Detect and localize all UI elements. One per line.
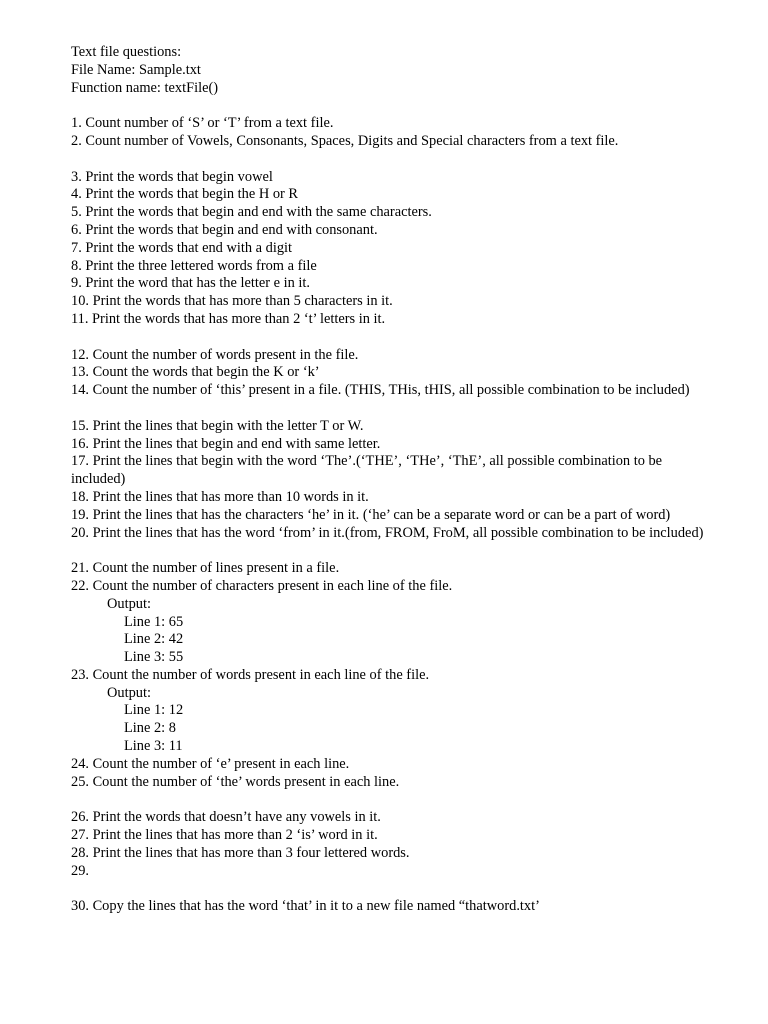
question-16: 16. Print the lines that begin and end with same letter. bbox=[71, 435, 381, 452]
question-21: 21. Count the number of lines present in a file. bbox=[71, 560, 340, 577]
q23-output-line-3: Line 3: 11 bbox=[124, 738, 183, 755]
q23-output-line-1: Line 1: 12 bbox=[124, 702, 184, 719]
question-24: 24. Count the number of ‘e’ present in each line. bbox=[71, 755, 350, 772]
q22-output-label: Output: bbox=[107, 595, 151, 612]
function-name-line: Function name: textFile() bbox=[71, 79, 219, 96]
document-page bbox=[71, 44, 711, 916]
question-23: 23. Count the number of words present in each line of the file. bbox=[71, 666, 430, 683]
question-1: 1. Count number of ‘S’ or ‘T’ from a text file. bbox=[71, 115, 334, 132]
question-17: 17. Print the lines that begin with the word ‘The’.(‘THE’, ‘THe’, ‘ThE’, all possible combination to be included) bbox=[71, 453, 666, 488]
question-25: 25. Count the number of ‘the’ words present in each line. bbox=[71, 773, 400, 790]
question-10: 10. Print the words that has more than 5 characters in it. bbox=[71, 293, 393, 310]
question-29: 29. bbox=[71, 862, 89, 879]
question-3: 3. Print the words that begin vowel bbox=[71, 168, 273, 185]
q22-output-line-2: Line 2: 42 bbox=[124, 631, 184, 648]
question-5: 5. Print the words that begin and end with the same characters. bbox=[71, 204, 432, 221]
q23-output-label: Output: bbox=[107, 684, 151, 701]
question-22: 22. Count the number of characters present in each line of the file. bbox=[71, 577, 453, 594]
question-28: 28. Print the lines that has more than 3 four lettered words. bbox=[71, 844, 410, 861]
q23-output-line-2: Line 2: 8 bbox=[124, 720, 176, 737]
question-7: 7. Print the words that end with a digit bbox=[71, 239, 293, 256]
question-9: 9. Print the word that has the letter e in it. bbox=[71, 275, 310, 292]
question-15: 15. Print the lines that begin with the letter T or W. bbox=[71, 417, 364, 434]
question-27: 27. Print the lines that has more than 2 ‘is’ word in it. bbox=[71, 827, 378, 844]
question-6: 6. Print the words that begin and end with consonant. bbox=[71, 221, 378, 238]
question-26: 26. Print the words that doesn’t have any vowels in it. bbox=[71, 809, 381, 826]
question-14: 14. Count the number of ‘this’ present in a file. (THIS, THis, tHIS, all possible combination to be included) bbox=[71, 382, 690, 399]
question-18: 18. Print the lines that has more than 10 words in it. bbox=[71, 488, 369, 505]
q22-output-line-3: Line 3: 55 bbox=[124, 649, 184, 666]
question-12: 12. Count the number of words present in the file. bbox=[71, 346, 359, 363]
question-30: 30. Copy the lines that has the word ‘that’ in it to a new file named “thatword.txt’ bbox=[71, 898, 540, 915]
question-20: 20. Print the lines that has the word ‘from’ in it.(from, FROM, FroM, all possible combination to be included) bbox=[71, 524, 704, 541]
question-4: 4. Print the words that begin the H or R bbox=[71, 186, 299, 203]
question-2: 2. Count number of Vowels, Consonants, Spaces, Digits and Special characters from a text file. bbox=[71, 132, 619, 149]
question-13: 13. Count the words that begin the K or ‘k’ bbox=[71, 364, 320, 381]
question-8: 8. Print the three lettered words from a file bbox=[71, 257, 317, 274]
file-name-line: File Name: Sample.txt bbox=[71, 61, 201, 78]
document-title: Text file questions: bbox=[71, 44, 182, 60]
question-19: 19. Print the lines that has the characters ‘he’ in it. (‘he’ can be a separate word or can be a part of word) bbox=[71, 506, 671, 523]
q22-output-line-1: Line 1: 65 bbox=[124, 613, 184, 630]
question-11: 11. Print the words that has more than 2 ‘t’ letters in it. bbox=[71, 310, 386, 327]
